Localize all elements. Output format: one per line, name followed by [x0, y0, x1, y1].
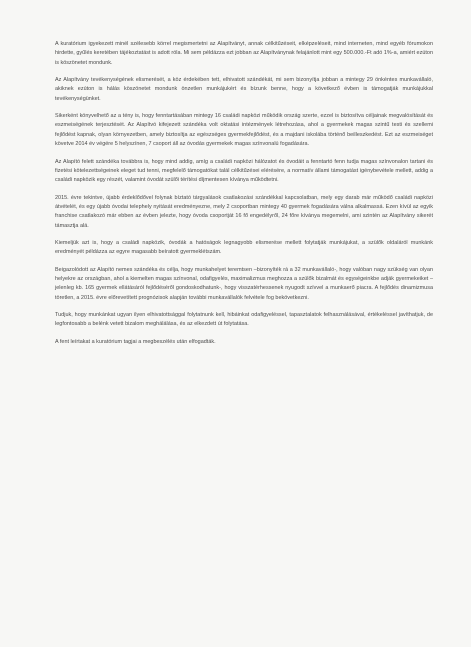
- paragraph-recognition: Kiemeljük azt is, hogy a családi napközik, óvodák a hatóságok legnagyobb elismerése mellett folytatják munkájukat, a szülők oldaláról munkánk eredményét példázza az egyre magasabb beíratott gyermeklétszám.: [55, 239, 433, 256]
- paragraph-intent: Az Alapító felett szándéka továbbra is, hogy mind addig, amíg a családi napközi hálózatot és óvodáit a fenntartó fenn tudja magas színvonalon tartani és fizetési kötelezettségeinek eleget tud tenni, megfelelő támogatókat talál célkitűzései elérésére, a normatív állami támogatást igénybevétele mellett, addig a családi napközik egy részét, valamint óvodát szülői térítési díjmentesen kíványa működtetni.: [55, 158, 433, 184]
- paragraph-commitment: Tudjuk, hogy munkánkat ugyan ilyen elhivatottsággal folytatnunk kell, hibáinkat odafigyeléssel, tapasztalatok felhasználásával, értékeléssel javíthatjuk, de legfontosabb a belénk vetett bizalom meghálálása, és az elkezdett út folytatása.: [55, 312, 433, 328]
- paragraph-nurseries: Sikerként könyvelhető az a tény is, hogy fenntartásában mintegy 16 családi napközi működik ország szerte, ezzel is biztosítva céljainak megvalósítását és eszmeiségének terjesztését. Az Alapítvó kifejezett szándéka volt oktatási intézmények létrehozása, ahol a gyermekek magas szintű testi és szellemi fejlődést kapnak, olyan környezetben, amely biztosítja az egészséges gyermekfejlődést, és a majdani iskolába történő beilleszkedést. Ezt az eszmeiséget követve 2014 év végére 5 helyszínen, 7 csoport áll az óvodás gyermekek magas színvonalú fogadására.: [55, 113, 433, 148]
- paragraph-promotion: A kuratórium igyekezett minél szélesebb körrel megismertetni az Alapítványt, annak célkitűzéseit, elképzeléseit, mind interneten, mind egyéb fórumokon hirdette, gyűlés keretében tájékoztatást is adott róla. Mi sem példázza ezt jobban az Alapítványnak felajánlott mint egy 500.000.-Ft adó 1%-a, amiért ezúton is köszönetet mondunk.: [55, 41, 433, 66]
- paragraph-outlook-2015: 2015. évre tekintve, újabb érdeklődővel folynak bíztató tárgyalások csatlakozási szándékkal kapcsolatban, mely egy darab már működő családi napközi átvételét, és egy újabb óvodai telephely nyitását eredményezne, mely 2 csoportban mintegy 40 gyermek fogadására válna alkalmassá. Ezen kívül az egyik franchise csatlakozó már ebben az évben jelezte, hogy óvoda csoportját 16 fő engedélyről, 24 főre kíványa megemelni, ami szintén az Alapítvány sikerét támasztja alá.: [55, 194, 433, 229]
- paragraph-closing: A fent leírtakat a kuratórium tagjai a megbeszélés után elfogadták.: [55, 338, 216, 345]
- paragraph-employment: Beigazolódott az Alapító nemes szándéka és célja, hogy munkahelyet teremtsen –bizonyíték rá a 32 munkavállaló-, hogy valóban nagy szükség van olyan helyekre az országban, ahol a kiemelten magas színvonal, odafigyelés, maximalizmus meghozza a szülők bizalmát és egységeinkbe adják gyermekeiket –jelenleg kb. 165 gyermek ellátásáról fejlődéséről gondoskodhatunk-, hogy visszatérhessenek nyugodt szívvel a munkaerő piacra. A fejlődés dinamizmusa töretlen, a 2015. évre előrevetített prognózisok alapján további munkavállalók felvétele fog bekövetkezni.: [55, 266, 433, 301]
- paragraph-volunteers: Az Alapítvány tevékenységének elismerését, a köz érdekében tett, elhivatott szándékát, mi sem bizonyítja jobban a mintegy 29 önkéntes munkavállaló, akiknek ezúton is hálás köszönetet mondunk önzetlen munkájukért és bízunk benne, hogy a következő évben is támogatják munkájukkal tevékenységünket.: [55, 77, 433, 102]
